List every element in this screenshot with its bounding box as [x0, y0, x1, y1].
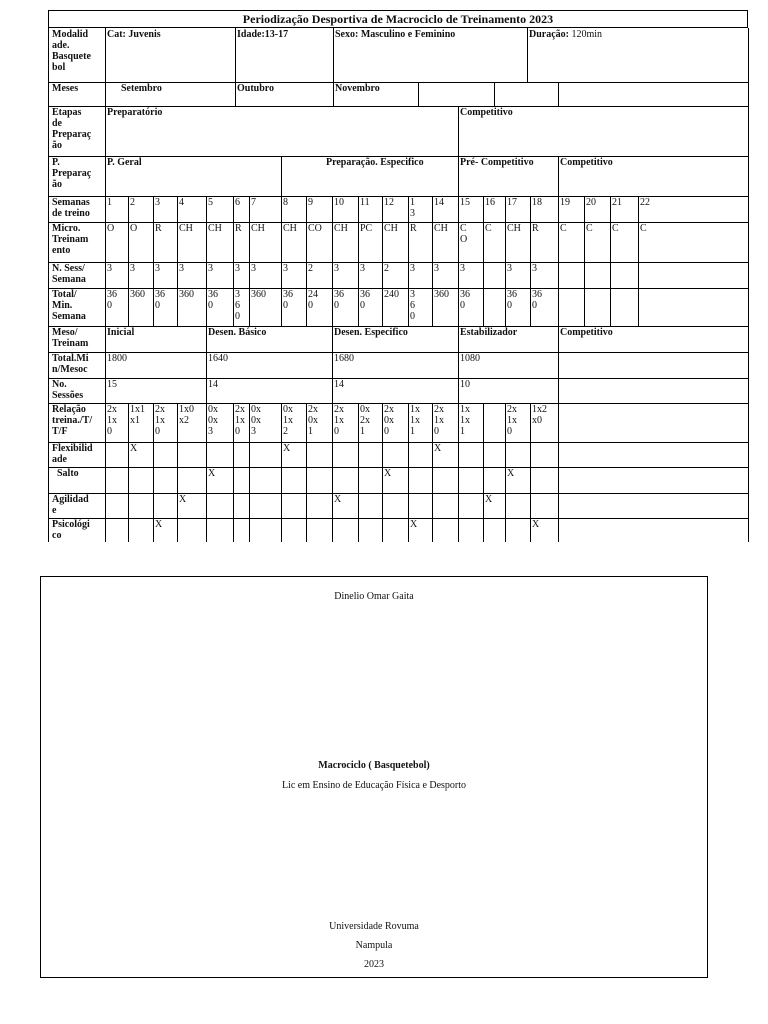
empty-cell: [558, 467, 749, 494]
training-relation: 1x 1x 1: [408, 403, 433, 443]
sessions-per-week: 3: [177, 262, 207, 289]
training-relation: 2x 0x 0: [382, 403, 409, 443]
micro-cycle: C: [558, 222, 585, 263]
sessions-per-week: 3: [408, 262, 433, 289]
week-number: 1: [105, 196, 129, 223]
micro-cycle: C: [483, 222, 506, 263]
week-number: 14: [432, 196, 459, 223]
micro-cycle: CO: [306, 222, 333, 263]
training-relation: 0x 0x 3: [249, 403, 282, 443]
empty-cell: [249, 467, 282, 494]
sessions-per-week: [483, 262, 506, 289]
empty-cell: [382, 493, 409, 519]
minutes-per-week: 36 0: [358, 288, 383, 327]
minutes-per-week: [638, 288, 749, 327]
phase-competitivo: Competitivo: [558, 156, 749, 197]
empty-cell: [458, 442, 484, 468]
row-label-flex: Flexibilid ade: [48, 442, 106, 468]
sex-field: Sexo: Masculino e Feminino: [333, 28, 528, 83]
empty-cell: [505, 518, 531, 542]
empty-cell: [432, 493, 459, 519]
week-number: 3: [153, 196, 178, 223]
micro-cycle: C: [638, 222, 749, 263]
empty-cell: [505, 442, 531, 468]
row-label-semanas: Semanas de treino: [48, 196, 106, 223]
sessions-per-week: 3: [530, 262, 559, 289]
row-label-meses: Meses: [48, 82, 106, 107]
empty-cell: [206, 442, 234, 468]
training-relation: 2x 1x 0: [233, 403, 250, 443]
sessions-per-week: 3: [505, 262, 531, 289]
micro-cycle: C: [584, 222, 611, 263]
empty-cell: [483, 442, 506, 468]
training-relation-empty: [558, 403, 749, 443]
empty-cell: [177, 518, 207, 542]
month-outubro: Outubro: [235, 82, 334, 107]
empty-cell: [558, 518, 749, 542]
empty-cell: [332, 467, 359, 494]
minutes-per-week: 36 0: [281, 288, 307, 327]
empty-cell: [358, 518, 383, 542]
minutes-per-week: 36 0: [332, 288, 359, 327]
empty-cell: [332, 518, 359, 542]
training-relation: 2x 0x 1: [306, 403, 333, 443]
week-number: 5: [206, 196, 234, 223]
jump-mark: X: [206, 467, 234, 494]
training-relation: 1x 1x 1: [458, 403, 484, 443]
micro-cycle: C O: [458, 222, 484, 263]
minutes-per-week: 360: [249, 288, 282, 327]
minutes-per-week: 36 0: [206, 288, 234, 327]
empty-cell: [458, 518, 484, 542]
empty-cell: [358, 467, 383, 494]
duration-field: [527, 28, 749, 83]
sessions-meso-competitivo: [558, 378, 749, 404]
modalidade-label: Modalid ade. Basquete bol: [48, 28, 106, 83]
row-label-etapas: Etapas de Preparaç ão: [48, 106, 106, 157]
minutes-per-week: 36 0: [530, 288, 559, 327]
empty-cell: [332, 442, 359, 468]
empty-cell: [177, 467, 207, 494]
sessions-per-week: 3: [332, 262, 359, 289]
minutes-per-week: 36 0: [153, 288, 178, 327]
empty-cell: [233, 518, 250, 542]
empty-cell: [249, 518, 282, 542]
empty-cell: [306, 518, 333, 542]
meso-estabilizador: Estabilizador: [458, 326, 559, 353]
row-label-total: Total/ Min. Semana: [48, 288, 106, 327]
minutes-per-week: 36 0: [105, 288, 129, 327]
micro-cycle: R: [408, 222, 433, 263]
empty-cell: [153, 467, 178, 494]
stage-preparatorio: Preparatório: [105, 106, 459, 157]
minutes-per-week: 3 6 0: [408, 288, 433, 327]
sessions-per-week: 3: [358, 262, 383, 289]
micro-cycle: CH: [382, 222, 409, 263]
sessions-meso-inicial: 15: [105, 378, 207, 404]
flexibility-mark: X: [128, 442, 154, 468]
empty-cell: [177, 442, 207, 468]
month-empty: [418, 82, 495, 107]
empty-cell: [306, 467, 333, 494]
empty-cell: [105, 467, 129, 494]
minutes-per-week: [610, 288, 639, 327]
agility-mark: X: [483, 493, 506, 519]
month-setembro: Setembro: [105, 82, 236, 107]
total-min-meso-competitivo: [558, 352, 749, 379]
psychological-mark: X: [153, 518, 178, 542]
stage-competitivo: Competitivo: [458, 106, 749, 157]
week-number: 16: [483, 196, 506, 223]
empty-cell: [105, 493, 129, 519]
total-min-meso-especifico: 1680: [332, 352, 459, 379]
training-relation: 2x 1x 0: [153, 403, 178, 443]
agility-mark: X: [332, 493, 359, 519]
training-relation: 2x 1x 0: [432, 403, 459, 443]
psychological-mark: X: [530, 518, 559, 542]
minutes-per-week: 36 0: [505, 288, 531, 327]
week-number: 21: [610, 196, 639, 223]
empty-cell: [558, 493, 749, 519]
sessions-per-week: [584, 262, 611, 289]
minutes-per-week: [558, 288, 585, 327]
sessions-meso-estabilizador: 10: [458, 378, 559, 404]
micro-cycle: CH: [249, 222, 282, 263]
training-relation: 0x 1x 2: [281, 403, 307, 443]
sessions-meso-especifico: 14: [332, 378, 459, 404]
empty-cell: [408, 493, 433, 519]
micro-cycle: R: [233, 222, 250, 263]
micro-cycle: C: [610, 222, 639, 263]
minutes-per-week: [483, 288, 506, 327]
author-name: Dinelio Omar Gaita: [334, 591, 414, 602]
week-number: 6: [233, 196, 250, 223]
cover-page: [40, 576, 708, 978]
row-label-micro: Micro. Treinam ento: [48, 222, 106, 263]
empty-cell: [105, 442, 129, 468]
training-relation: 2x 1x 0: [505, 403, 531, 443]
sessions-per-week: 3: [153, 262, 178, 289]
week-number: 11: [358, 196, 383, 223]
sessions-per-week: 3: [458, 262, 484, 289]
minutes-per-week: 3 6 0: [233, 288, 250, 327]
week-number: 12: [382, 196, 409, 223]
duration-label: Duração:: [529, 29, 569, 40]
empty-cell: [153, 493, 178, 519]
week-number: 4: [177, 196, 207, 223]
week-number: 20: [584, 196, 611, 223]
flexibility-mark: X: [432, 442, 459, 468]
training-relation: 0x 2x 1: [358, 403, 383, 443]
meso-inicial: Inicial: [105, 326, 207, 353]
city-name: Nampula: [355, 940, 393, 951]
row-label-meso: Meso/ Treinam: [48, 326, 106, 353]
empty-cell: [281, 467, 307, 494]
week-number: 22: [638, 196, 749, 223]
university-name: Universidade Rovuma: [329, 921, 419, 932]
empty-cell: [249, 493, 282, 519]
phase-geral: P. Geral: [105, 156, 282, 197]
empty-cell: [128, 518, 154, 542]
course-name: Lic em Ensino de Educação Física e Desporto: [281, 780, 467, 791]
cover-title: Macrociclo ( Basquetebol): [318, 760, 430, 771]
sessions-per-week: 3: [249, 262, 282, 289]
micro-cycle: CH: [177, 222, 207, 263]
empty-cell: [458, 467, 484, 494]
month-empty: [494, 82, 559, 107]
week-number: 17: [505, 196, 531, 223]
meso-competitivo: Competitivo: [558, 326, 749, 353]
micro-cycle: CH: [505, 222, 531, 263]
sessions-per-week: 3: [233, 262, 250, 289]
duration-value: 120min: [569, 29, 603, 40]
sessions-per-week: [638, 262, 749, 289]
sessions-per-week: [558, 262, 585, 289]
micro-cycle: CH: [332, 222, 359, 263]
empty-cell: [281, 493, 307, 519]
age-field: Idade:13-17: [235, 28, 334, 83]
total-min-meso-basico: 1640: [206, 352, 333, 379]
meso-especifico: Desen. Especifico: [332, 326, 459, 353]
jump-mark: X: [505, 467, 531, 494]
sessions-per-week: 2: [382, 262, 409, 289]
total-min-meso-estabilizador: 1080: [458, 352, 559, 379]
empty-cell: [105, 518, 129, 542]
month-novembro: Novembro: [333, 82, 419, 107]
row-label-nsess: N. Sess/ Semana: [48, 262, 106, 289]
empty-cell: [306, 442, 333, 468]
empty-cell: [505, 493, 531, 519]
training-relation: 1x0 x2: [177, 403, 207, 443]
micro-cycle: O: [105, 222, 129, 263]
week-number: 19: [558, 196, 585, 223]
minutes-per-week: 360: [432, 288, 459, 327]
sessions-per-week: 3: [206, 262, 234, 289]
micro-cycle: R: [530, 222, 559, 263]
empty-cell: [281, 518, 307, 542]
empty-cell: [128, 467, 154, 494]
empty-cell: [206, 518, 234, 542]
sessions-meso-basico: 14: [206, 378, 333, 404]
week-number: 7: [249, 196, 282, 223]
micro-cycle: CH: [432, 222, 459, 263]
empty-cell: [432, 518, 459, 542]
empty-cell: [458, 493, 484, 519]
row-label-agil: Agilidad e: [48, 493, 106, 519]
sessions-per-week: 2: [306, 262, 333, 289]
week-number: 2: [128, 196, 154, 223]
total-min-meso-inicial: 1800: [105, 352, 207, 379]
row-label-relacao: Relação treina./T/ T/F: [48, 403, 106, 443]
empty-cell: [233, 442, 250, 468]
empty-cell: [408, 467, 433, 494]
micro-cycle: PC: [358, 222, 383, 263]
empty-cell: [483, 518, 506, 542]
empty-cell: [128, 493, 154, 519]
empty-cell: [530, 442, 559, 468]
empty-cell: [206, 493, 234, 519]
training-relation: 0x 0x 3: [206, 403, 234, 443]
minutes-per-week: 360: [177, 288, 207, 327]
training-relation: [483, 403, 506, 443]
empty-cell: [558, 442, 749, 468]
empty-cell: [530, 467, 559, 494]
row-label-ppreparo: P. Preparaç ão: [48, 156, 106, 197]
micro-cycle: CH: [281, 222, 307, 263]
training-relation: 2x 1x 0: [105, 403, 129, 443]
row-label-salto: Salto: [48, 467, 106, 494]
minutes-per-week: 360: [128, 288, 154, 327]
row-label-psico: Psicológi co: [48, 518, 106, 542]
sessions-per-week: 3: [281, 262, 307, 289]
empty-cell: [233, 493, 250, 519]
meso-basico: Desen. Básico: [206, 326, 333, 353]
empty-cell: [358, 493, 383, 519]
year: 2023: [364, 959, 384, 970]
empty-cell: [249, 442, 282, 468]
micro-cycle: CH: [206, 222, 234, 263]
phase-pre-competitivo: Pré- Competitivo: [458, 156, 559, 197]
week-number: 15: [458, 196, 484, 223]
training-relation: 1x1 x1: [128, 403, 154, 443]
flexibility-mark: X: [281, 442, 307, 468]
agility-mark: X: [177, 493, 207, 519]
jump-mark: X: [382, 467, 409, 494]
minutes-per-week: [584, 288, 611, 327]
week-number: 8: [281, 196, 307, 223]
week-number: 10: [332, 196, 359, 223]
phase-especifico: Preparação. Especifico: [281, 156, 459, 197]
week-number: 1 3: [408, 196, 433, 223]
row-label-totalmin: Total.Mi n/Mesoc: [48, 352, 106, 379]
week-number: 9: [306, 196, 333, 223]
category-field: Cat: Juvenis: [105, 28, 236, 83]
micro-cycle: O: [128, 222, 154, 263]
minutes-per-week: 240: [382, 288, 409, 327]
table-title: Periodização Desportiva de Macrociclo de Treinamento 2023: [48, 10, 748, 28]
sessions-per-week: [610, 262, 639, 289]
empty-cell: [408, 442, 433, 468]
minutes-per-week: 24 0: [306, 288, 333, 327]
empty-cell: [358, 442, 383, 468]
micro-cycle: R: [153, 222, 178, 263]
empty-cell: [233, 467, 250, 494]
sessions-per-week: 3: [128, 262, 154, 289]
empty-cell: [382, 518, 409, 542]
psychological-mark: X: [408, 518, 433, 542]
empty-cell: [382, 442, 409, 468]
empty-cell: [153, 442, 178, 468]
empty-cell: [530, 493, 559, 519]
month-empty: [558, 82, 749, 107]
row-label-nosessoes: No. Sessões: [48, 378, 106, 404]
sessions-per-week: 3: [432, 262, 459, 289]
training-relation: 1x2 x0: [530, 403, 559, 443]
empty-cell: [306, 493, 333, 519]
minutes-per-week: 36 0: [458, 288, 484, 327]
week-number: 18: [530, 196, 559, 223]
sessions-per-week: 3: [105, 262, 129, 289]
empty-cell: [432, 467, 459, 494]
empty-cell: [483, 467, 506, 494]
training-relation: 2x 1x 0: [332, 403, 359, 443]
